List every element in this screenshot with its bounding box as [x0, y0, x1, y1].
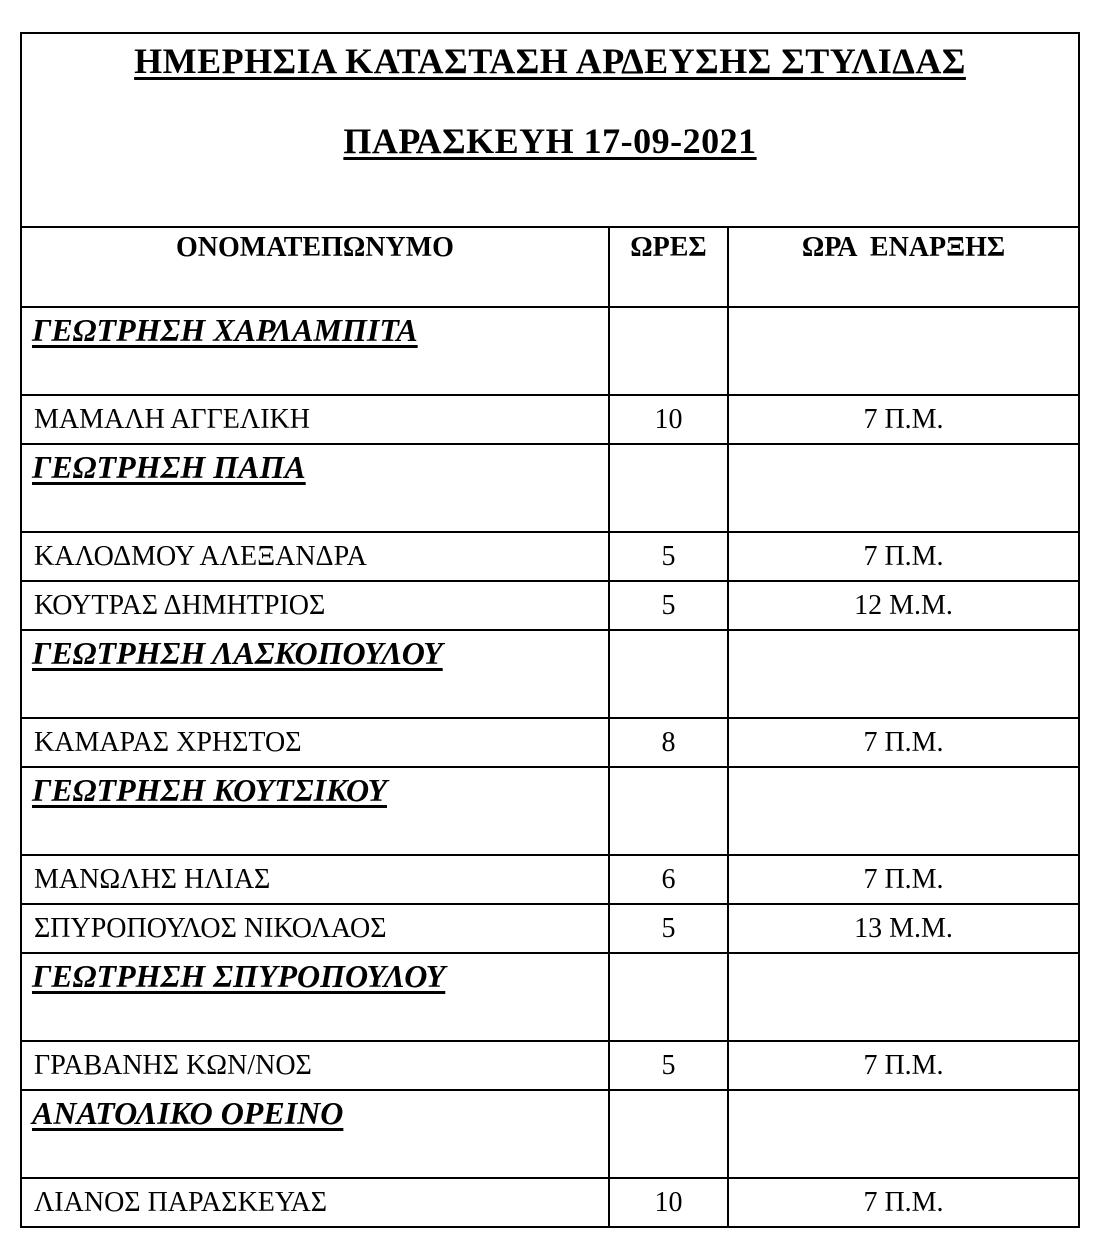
person-name: ΜΑΝΩΛΗΣ ΗΛΙΑΣ [22, 855, 609, 904]
group-row [22, 444, 1078, 532]
column-header-start-time: ΩΡΑ ΕΝΑΡΞΗΣ [728, 228, 1078, 307]
group-name: ΓΕΩΤΡΗΣΗ ΛΑΣΚΟΠΟΥΛΟΥ [22, 630, 609, 718]
person-name: ΓΡΑΒΑΝΗΣ ΚΩΝ/ΝΟΣ [22, 1041, 609, 1090]
empty-cell [609, 767, 728, 855]
hours-cell: 5 [609, 532, 728, 581]
start-time-cell: 12 Μ.Μ. [728, 581, 1078, 630]
table-row [22, 718, 1078, 767]
group-name: ΓΕΩΤΡΗΣΗ ΚΟΥΤΣΙΚΟΥ [22, 767, 609, 855]
group-row [22, 953, 1078, 1041]
table-row [22, 855, 1078, 904]
group-row [22, 767, 1078, 855]
empty-cell [609, 953, 728, 1041]
hours-cell: 10 [609, 1178, 728, 1226]
person-name: ΣΠΥΡΟΠΟΥΛΟΣ ΝΙΚΟΛΑΟΣ [22, 904, 609, 953]
table-row [22, 532, 1078, 581]
irrigation-schedule-sheet [20, 32, 1080, 1228]
table-row [22, 904, 1078, 953]
hours-cell: 5 [609, 904, 728, 953]
start-time-cell: 7 Π.Μ. [728, 1178, 1078, 1226]
person-name: ΚΑΛΟΔΜΟΥ ΑΛΕΞΑΝΔΡΑ [22, 532, 609, 581]
empty-cell [728, 767, 1078, 855]
table-row [22, 581, 1078, 630]
person-name: ΜΑΜΑΛΗ ΑΓΓΕΛΙΚΗ [22, 395, 609, 444]
start-time-cell: 13 Μ.Μ. [728, 904, 1078, 953]
empty-cell [609, 630, 728, 718]
group-row [22, 630, 1078, 718]
hours-cell: 5 [609, 1041, 728, 1090]
start-time-cell: 7 Π.Μ. [728, 532, 1078, 581]
start-time-cell: 7 Π.Μ. [728, 855, 1078, 904]
document-date: ΠΑΡΑΣΚΕΥΗ 17-09-2021 [343, 121, 757, 161]
start-time-cell: 7 Π.Μ. [728, 395, 1078, 444]
person-name: ΚΟΥΤΡΑΣ ΔΗΜΗΤΡΙΟΣ [22, 581, 609, 630]
empty-cell [728, 953, 1078, 1041]
table-row [22, 1041, 1078, 1090]
empty-cell [728, 444, 1078, 532]
group-row [22, 307, 1078, 395]
table-header-row [22, 228, 1078, 307]
empty-cell [609, 444, 728, 532]
hours-cell: 10 [609, 395, 728, 444]
empty-cell [728, 1090, 1078, 1178]
start-time-cell: 7 Π.Μ. [728, 1041, 1078, 1090]
document-header [22, 34, 1078, 228]
column-header-name: ΟΝΟΜΑΤΕΠΩΝΥΜΟ [22, 228, 609, 307]
empty-cell [609, 1090, 728, 1178]
person-name: ΛΙΑΝΟΣ ΠΑΡΑΣΚΕΥΑΣ [22, 1178, 609, 1226]
person-name: ΚΑΜΑΡΑΣ ΧΡΗΣΤΟΣ [22, 718, 609, 767]
schedule-table [22, 228, 1078, 1226]
group-row [22, 1090, 1078, 1178]
document-title: ΗΜΕΡΗΣΙΑ ΚΑΤΑΣΤΑΣΗ ΑΡΔΕΥΣΗΣ ΣΤΥΛΙΔΑΣ [134, 41, 966, 81]
hours-cell: 5 [609, 581, 728, 630]
hours-cell: 8 [609, 718, 728, 767]
empty-cell [728, 307, 1078, 395]
hours-cell: 6 [609, 855, 728, 904]
empty-cell [728, 630, 1078, 718]
group-name: ΓΕΩΤΡΗΣΗ ΧΑΡΛΑΜΠΙΤΑ [22, 307, 609, 395]
group-name: ΑΝΑΤΟΛΙΚΟ ΟΡΕΙΝΟ [22, 1090, 609, 1178]
table-row [22, 1178, 1078, 1226]
table-row [22, 395, 1078, 444]
group-name: ΓΕΩΤΡΗΣΗ ΠΑΠΑ [22, 444, 609, 532]
column-header-hours: ΩΡΕΣ [609, 228, 728, 307]
start-time-cell: 7 Π.Μ. [728, 718, 1078, 767]
empty-cell [609, 307, 728, 395]
group-name: ΓΕΩΤΡΗΣΗ ΣΠΥΡΟΠΟΥΛΟΥ [22, 953, 609, 1041]
